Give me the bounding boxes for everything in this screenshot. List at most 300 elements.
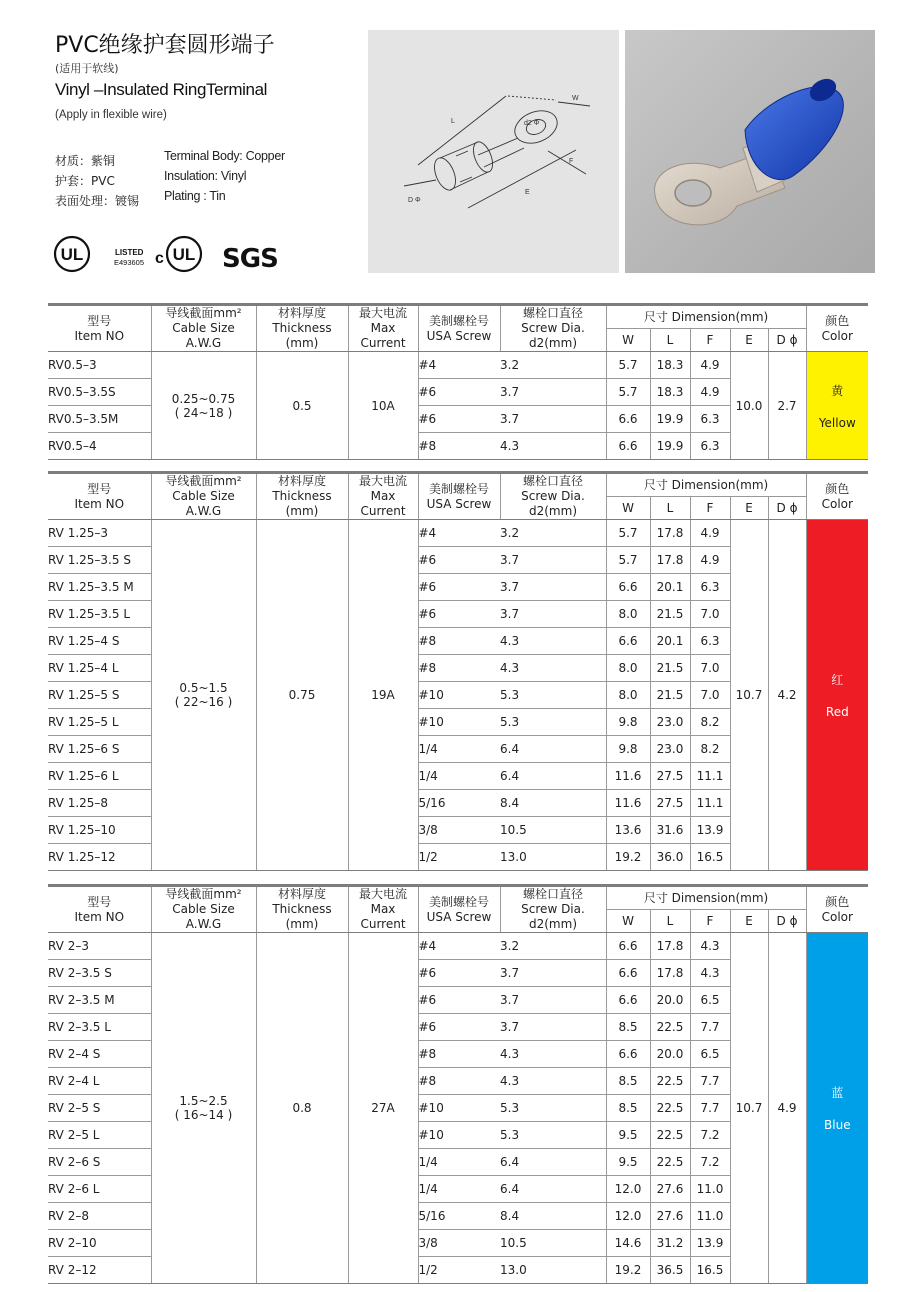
usa-screw-cell: #6 — [418, 987, 500, 1014]
dim-w-cell: 6.6 — [606, 960, 650, 987]
cable-range: 0.25~0.75 — [171, 391, 236, 406]
screw-dia-cell: 3.7 — [500, 574, 606, 601]
dim-f-cell: 7.0 — [690, 682, 730, 709]
header-cable-size-zh: 导线截面mm² — [165, 474, 242, 488]
color-swatch — [807, 352, 869, 459]
dim-w-cell: 5.7 — [606, 547, 650, 574]
dim-l-cell: 31.6 — [650, 817, 690, 844]
dim-w-cell: 8.0 — [606, 655, 650, 682]
dim-e-cell: 10.7 — [730, 520, 768, 871]
dim-l-cell: 22.5 — [650, 1014, 690, 1041]
header-usa-screw-en: USA Screw — [426, 909, 492, 924]
dim-l-cell: 17.8 — [650, 933, 690, 960]
thickness-cell: 0.75 — [256, 520, 348, 871]
model-cell: RV 1.25–10 — [48, 817, 151, 844]
header-dimension: 尺寸 Dimension(mm) — [606, 305, 806, 329]
dim-w-cell: 6.6 — [606, 987, 650, 1014]
dim-f-cell: 4.9 — [690, 520, 730, 547]
usa-screw-cell: 1/4 — [418, 736, 500, 763]
dim-w-cell: 9.5 — [606, 1149, 650, 1176]
color-swatch — [807, 933, 869, 1283]
dim-dphi-cell: 2.7 — [768, 352, 806, 460]
model-cell: RV 2–4 L — [48, 1068, 151, 1095]
header-color-zh: 颜色 — [825, 894, 850, 909]
label-l: L — [451, 118, 455, 125]
header-color-zh: 颜色 — [825, 313, 850, 328]
dim-dphi-cell: 4.9 — [768, 933, 806, 1284]
dim-f-cell: 6.3 — [690, 628, 730, 655]
dim-w-cell: 5.7 — [606, 352, 650, 379]
header-model-en: Item NO — [74, 909, 125, 924]
header-screw-dia-zh: 螺栓口直径 — [522, 306, 583, 320]
usa-screw-cell: 1/4 — [418, 1176, 500, 1203]
model-cell: RV 1.25–4 L — [48, 655, 151, 682]
dim-l-cell: 22.5 — [650, 1149, 690, 1176]
sgs-logo: SGS — [222, 244, 278, 274]
header-model — [48, 305, 151, 352]
model-cell: RV 1.25–4 S — [48, 628, 151, 655]
usa-screw-cell: #8 — [418, 628, 500, 655]
usa-screw-cell: 3/8 — [418, 1230, 500, 1257]
model-cell: RV 2–3.5 S — [48, 960, 151, 987]
dim-f-cell: 11.1 — [690, 790, 730, 817]
dim-e-cell: 10.0 — [730, 352, 768, 460]
header-screw-dia-en: Screw Dia. d2(mm) — [521, 902, 585, 931]
color-name-en: Blue — [824, 1118, 851, 1132]
max-current-cell: 27A — [348, 933, 418, 1284]
dim-w-cell: 8.5 — [606, 1014, 650, 1041]
dim-f-cell: 16.5 — [690, 844, 730, 871]
model-cell: RV 1.25–8 — [48, 790, 151, 817]
header-usa-screw-en: USA Screw — [426, 496, 492, 511]
dim-w-cell: 5.7 — [606, 379, 650, 406]
header-model-zh: 型号 — [87, 894, 112, 909]
header-dim-e: E — [730, 329, 768, 352]
dim-w-cell: 9.8 — [606, 736, 650, 763]
model-cell: RV 1.25–5 L — [48, 709, 151, 736]
header-dim-e: E — [730, 910, 768, 933]
header-color-zh: 颜色 — [825, 481, 850, 496]
ul-logo — [55, 237, 89, 271]
cable-awg: ( 22~16 ) — [174, 695, 233, 709]
header-dim-w: W — [606, 329, 650, 352]
dim-l-cell: 23.0 — [650, 709, 690, 736]
spec-plating-zh: 表面处理：镀锡 — [55, 194, 140, 208]
header-max-current-en: Max Current — [360, 902, 406, 931]
screw-dia-cell: 3.2 — [500, 520, 606, 547]
header-max-current-en: Max Current — [360, 321, 406, 350]
usa-screw-cell: #8 — [418, 1041, 500, 1068]
dim-l-cell: 21.5 — [650, 682, 690, 709]
model-cell: RV 1.25–6 S — [48, 736, 151, 763]
header-dim-l: L — [650, 329, 690, 352]
dim-l-cell: 27.5 — [650, 763, 690, 790]
header-usa-screw-zh: 美制螺栓号 — [428, 894, 489, 909]
subtitle-zh: (适用于软线) — [55, 62, 119, 75]
model-cell: RV0.5–3.5M — [48, 406, 151, 433]
dim-l-cell: 20.1 — [650, 574, 690, 601]
model-cell: RV0.5–4 — [48, 433, 151, 460]
spec-table-3 — [48, 884, 868, 1284]
dim-f-cell: 8.2 — [690, 709, 730, 736]
header-max-current — [348, 473, 418, 520]
model-cell: RV 1.25–6 L — [48, 763, 151, 790]
dim-l-cell: 36.5 — [650, 1257, 690, 1284]
dim-l-cell: 18.3 — [650, 379, 690, 406]
header-cable-size — [151, 886, 256, 933]
model-cell: RV 2–3.5 L — [48, 1014, 151, 1041]
label-d2: d2 Φ — [524, 120, 540, 127]
cable-size-cell — [151, 520, 256, 871]
dim-l-cell: 23.0 — [650, 736, 690, 763]
color-swatch — [807, 520, 869, 870]
header-screw-dia-en: Screw Dia. d2(mm) — [521, 489, 585, 518]
thickness-cell: 0.5 — [256, 352, 348, 460]
usa-screw-cell: 3/8 — [418, 817, 500, 844]
dim-f-cell: 16.5 — [690, 1257, 730, 1284]
header-thickness — [256, 305, 348, 352]
header-color-en: Color — [821, 496, 853, 511]
dim-w-cell: 6.6 — [606, 628, 650, 655]
dim-f-cell: 7.7 — [690, 1095, 730, 1122]
model-cell: RV 2–5 S — [48, 1095, 151, 1122]
dim-w-cell: 8.5 — [606, 1068, 650, 1095]
screw-dia-cell: 13.0 — [500, 844, 606, 871]
screw-dia-cell: 3.7 — [500, 601, 606, 628]
model-cell: RV 2–6 S — [48, 1149, 151, 1176]
usa-screw-cell: #6 — [418, 406, 500, 433]
usa-screw-cell: #6 — [418, 574, 500, 601]
model-cell: RV 2–5 L — [48, 1122, 151, 1149]
model-cell: RV 2–10 — [48, 1230, 151, 1257]
screw-dia-cell: 6.4 — [500, 1176, 606, 1203]
model-cell: RV 2–8 — [48, 1203, 151, 1230]
dim-f-cell: 4.9 — [690, 547, 730, 574]
header-dim-f: F — [690, 910, 730, 933]
dim-f-cell: 4.9 — [690, 352, 730, 379]
usa-screw-cell: #8 — [418, 655, 500, 682]
header-dim-w: W — [606, 497, 650, 520]
spec-plating-en: Plating : Tin — [164, 189, 226, 203]
header-max-current-zh: 最大电流 — [358, 887, 407, 901]
dim-l-cell: 27.5 — [650, 790, 690, 817]
dim-f-cell: 7.0 — [690, 655, 730, 682]
dim-f-cell: 6.3 — [690, 406, 730, 433]
header-max-current-zh: 最大电流 — [358, 306, 407, 320]
model-cell: RV 2–3.5 M — [48, 987, 151, 1014]
dim-w-cell: 14.6 — [606, 1230, 650, 1257]
dim-l-cell: 22.5 — [650, 1095, 690, 1122]
screw-dia-cell: 8.4 — [500, 790, 606, 817]
usa-screw-cell: 1/2 — [418, 844, 500, 871]
usa-screw-cell: #6 — [418, 379, 500, 406]
screw-dia-cell: 10.5 — [500, 817, 606, 844]
header-usa-screw-zh: 美制螺栓号 — [428, 313, 489, 328]
usa-screw-cell: #6 — [418, 1014, 500, 1041]
header-model-zh: 型号 — [87, 313, 112, 328]
dim-f-cell: 11.1 — [690, 763, 730, 790]
subtitle-en: (Apply in flexible wire) — [55, 109, 167, 121]
screw-dia-cell: 4.3 — [500, 433, 606, 460]
header-usa-screw-zh: 美制螺栓号 — [428, 481, 489, 496]
dim-l-cell: 22.5 — [650, 1068, 690, 1095]
dim-w-cell: 19.2 — [606, 1257, 650, 1284]
usa-screw-cell: #10 — [418, 682, 500, 709]
color-cell — [806, 352, 868, 460]
dim-f-cell: 13.9 — [690, 817, 730, 844]
header-model-en: Item NO — [74, 496, 125, 511]
screw-dia-cell: 4.3 — [500, 1068, 606, 1095]
color-name-zh: 黄 — [831, 383, 844, 398]
header-model-zh: 型号 — [87, 481, 112, 496]
dim-w-cell: 12.0 — [606, 1203, 650, 1230]
model-cell: RV 1.25–5 S — [48, 682, 151, 709]
page-title-zh: PVC绝缘护套圆形端子 — [55, 33, 275, 58]
header-cable-size-en: Cable Size A.W.G — [172, 902, 235, 931]
cul-c-letter: c — [155, 250, 164, 267]
usa-screw-cell: #6 — [418, 601, 500, 628]
dim-l-cell: 19.9 — [650, 433, 690, 460]
max-current-cell: 10A — [348, 352, 418, 460]
screw-dia-cell: 5.3 — [500, 709, 606, 736]
header-cable-size-zh: 导线截面mm² — [165, 306, 242, 320]
header-color-en: Color — [821, 909, 853, 924]
dim-w-cell: 8.5 — [606, 1095, 650, 1122]
header-usa-screw — [418, 305, 500, 352]
header-thickness-en: Thickness (mm) — [272, 902, 332, 931]
dim-l-cell: 27.6 — [650, 1203, 690, 1230]
dim-f-cell: 4.3 — [690, 933, 730, 960]
header-color — [806, 305, 868, 352]
cable-range: 1.5~2.5 — [179, 1094, 228, 1108]
cul-logo — [167, 237, 201, 271]
header-color — [806, 886, 868, 933]
usa-screw-cell: #4 — [418, 352, 500, 379]
header-max-current — [348, 886, 418, 933]
screw-dia-cell: 8.4 — [500, 1203, 606, 1230]
header-dim-l: L — [650, 497, 690, 520]
dim-w-cell: 13.6 — [606, 817, 650, 844]
spec-material-zh: 材质：紫铜 — [55, 154, 116, 168]
header-usa-screw — [418, 886, 500, 933]
screw-dia-cell: 3.2 — [500, 352, 606, 379]
usa-screw-cell: #4 — [418, 933, 500, 960]
dim-f-cell: 6.3 — [690, 433, 730, 460]
header-dim-w: W — [606, 910, 650, 933]
screw-dia-cell: 4.3 — [500, 1041, 606, 1068]
header-thickness-zh: 材料厚度 — [277, 474, 326, 488]
screw-dia-cell: 4.3 — [500, 655, 606, 682]
spec-insulation-zh: 护套：PVC — [55, 174, 115, 188]
header-cable-size-en: Cable Size A.W.G — [172, 489, 235, 518]
model-cell: RV0.5–3.5S — [48, 379, 151, 406]
label-f: F — [569, 158, 574, 165]
screw-dia-cell: 5.3 — [500, 1122, 606, 1149]
screw-dia-cell: 3.7 — [500, 987, 606, 1014]
header-model — [48, 886, 151, 933]
screw-dia-cell: 4.3 — [500, 628, 606, 655]
header-color — [806, 473, 868, 520]
dim-w-cell: 9.5 — [606, 1122, 650, 1149]
header-cable-size — [151, 305, 256, 352]
usa-screw-cell: 5/16 — [418, 790, 500, 817]
usa-screw-cell: 1/4 — [418, 763, 500, 790]
cable-range: 0.5~1.5 — [179, 681, 228, 695]
model-cell: RV 2–3 — [48, 933, 151, 960]
usa-screw-cell: 5/16 — [418, 1203, 500, 1230]
color-cell — [806, 933, 868, 1284]
dim-l-cell: 31.2 — [650, 1230, 690, 1257]
page-title-en: Vinyl –Insulated RingTerminal — [55, 80, 268, 99]
dim-f-cell: 6.5 — [690, 1041, 730, 1068]
dim-l-cell: 20.0 — [650, 987, 690, 1014]
screw-dia-cell: 6.4 — [500, 736, 606, 763]
product-photo — [625, 30, 875, 273]
file-number-text: E493605 — [114, 258, 145, 267]
model-cell: RV 1.25–3.5 L — [48, 601, 151, 628]
header-thickness — [256, 886, 348, 933]
header-cable-size-zh: 导线截面mm² — [165, 887, 242, 901]
header-max-current-en: Max Current — [360, 489, 406, 518]
screw-dia-cell: 13.0 — [500, 1257, 606, 1284]
spec-material-en: Terminal Body: Copper — [164, 149, 285, 163]
header-dim-f: F — [690, 329, 730, 352]
dim-l-cell: 21.5 — [650, 655, 690, 682]
header-dimension: 尺寸 Dimension(mm) — [606, 473, 806, 497]
header-dim-e: E — [730, 497, 768, 520]
cable-size-cell — [151, 352, 256, 460]
dim-w-cell: 6.6 — [606, 1041, 650, 1068]
dim-w-cell: 19.2 — [606, 844, 650, 871]
header-thickness — [256, 473, 348, 520]
dim-l-cell: 17.8 — [650, 520, 690, 547]
screw-dia-cell: 3.7 — [500, 406, 606, 433]
header-cable-size — [151, 473, 256, 520]
dim-e-cell: 10.7 — [730, 933, 768, 1284]
screw-dia-cell: 6.4 — [500, 763, 606, 790]
color-name-en: Red — [825, 705, 849, 719]
color-name-en: Yellow — [818, 415, 856, 430]
max-current-cell: 19A — [348, 520, 418, 871]
dim-l-cell: 17.8 — [650, 960, 690, 987]
dim-l-cell: 20.0 — [650, 1041, 690, 1068]
header-screw-dia — [500, 886, 606, 933]
dim-w-cell: 6.6 — [606, 574, 650, 601]
thickness-cell: 0.8 — [256, 933, 348, 1284]
ring-terminal-illustration — [625, 30, 875, 273]
dim-w-cell: 6.6 — [606, 433, 650, 460]
model-cell: RV0.5–3 — [48, 352, 151, 379]
color-name-zh: 蓝 — [831, 1086, 844, 1100]
usa-screw-cell: #6 — [418, 960, 500, 987]
header-dim-dphi: D ϕ — [768, 497, 806, 520]
header-max-current-zh: 最大电流 — [358, 474, 407, 488]
header-usa-screw-en: USA Screw — [426, 328, 492, 343]
dim-w-cell: 8.0 — [606, 601, 650, 628]
table-row — [48, 520, 868, 547]
header-screw-dia-zh: 螺栓口直径 — [522, 474, 583, 488]
dim-l-cell: 17.8 — [650, 547, 690, 574]
dim-f-cell: 11.0 — [690, 1176, 730, 1203]
dim-f-cell: 7.2 — [690, 1122, 730, 1149]
dim-w-cell: 12.0 — [606, 1176, 650, 1203]
table-row — [48, 933, 868, 960]
dim-l-cell: 21.5 — [650, 601, 690, 628]
dim-w-cell: 11.6 — [606, 790, 650, 817]
dim-f-cell: 4.9 — [690, 379, 730, 406]
screw-dia-cell: 5.3 — [500, 1095, 606, 1122]
dim-dphi-cell: 4.2 — [768, 520, 806, 871]
header-model — [48, 473, 151, 520]
cul-mark-text: UL — [172, 245, 196, 264]
dim-f-cell: 7.0 — [690, 601, 730, 628]
header-screw-dia — [500, 473, 606, 520]
header-thickness-en: Thickness (mm) — [272, 489, 332, 518]
terminal-dimension-drawing — [368, 30, 619, 273]
header-max-current — [348, 305, 418, 352]
header-dim-l: L — [650, 910, 690, 933]
dim-f-cell: 8.2 — [690, 736, 730, 763]
dim-f-cell: 7.2 — [690, 1149, 730, 1176]
dim-w-cell: 8.0 — [606, 682, 650, 709]
cable-size-cell — [151, 933, 256, 1284]
dim-l-cell: 20.1 — [650, 628, 690, 655]
dim-w-cell: 6.6 — [606, 933, 650, 960]
screw-dia-cell: 10.5 — [500, 1230, 606, 1257]
header-thickness-zh: 材料厚度 — [277, 887, 326, 901]
table-row — [48, 352, 868, 379]
listed-text: LISTED — [115, 248, 144, 257]
dim-l-cell: 18.3 — [650, 352, 690, 379]
header-screw-dia-en: Screw Dia. d2(mm) — [521, 321, 585, 350]
cable-awg: ( 24~18 ) — [174, 405, 233, 420]
model-cell: RV 1.25–3.5 M — [48, 574, 151, 601]
dim-l-cell: 27.6 — [650, 1176, 690, 1203]
model-cell: RV 1.25–3 — [48, 520, 151, 547]
usa-screw-cell: #4 — [418, 520, 500, 547]
usa-screw-cell: #10 — [418, 1095, 500, 1122]
dim-f-cell: 7.7 — [690, 1014, 730, 1041]
dim-l-cell: 22.5 — [650, 1122, 690, 1149]
cable-awg: ( 16~14 ) — [174, 1108, 233, 1122]
header-screw-dia — [500, 305, 606, 352]
model-cell: RV 2–12 — [48, 1257, 151, 1284]
dim-l-cell: 19.9 — [650, 406, 690, 433]
screw-dia-cell: 6.4 — [500, 1149, 606, 1176]
screw-dia-cell: 3.7 — [500, 379, 606, 406]
spec-insulation-en: Insulation: Vinyl — [164, 169, 247, 183]
header-dim-dphi: D ϕ — [768, 910, 806, 933]
color-cell — [806, 520, 868, 871]
dim-l-cell: 36.0 — [650, 844, 690, 871]
color-name-zh: 红 — [831, 673, 844, 687]
header-dim-f: F — [690, 497, 730, 520]
label-e: E — [525, 189, 530, 196]
header-cable-size-en: Cable Size A.W.G — [172, 321, 235, 350]
label-dphi: D Φ — [408, 197, 421, 204]
dimension-drawing-svg — [368, 30, 619, 273]
certification-logos — [52, 232, 282, 276]
screw-dia-cell: 3.7 — [500, 547, 606, 574]
label-w: W — [572, 95, 579, 102]
usa-screw-cell: 1/4 — [418, 1149, 500, 1176]
header-thickness-en: Thickness (mm) — [272, 321, 332, 350]
header-usa-screw — [418, 473, 500, 520]
header-model-en: Item NO — [74, 328, 125, 343]
model-cell: RV 1.25–3.5 S — [48, 547, 151, 574]
dim-w-cell: 6.6 — [606, 406, 650, 433]
header-dimension: 尺寸 Dimension(mm) — [606, 886, 806, 910]
